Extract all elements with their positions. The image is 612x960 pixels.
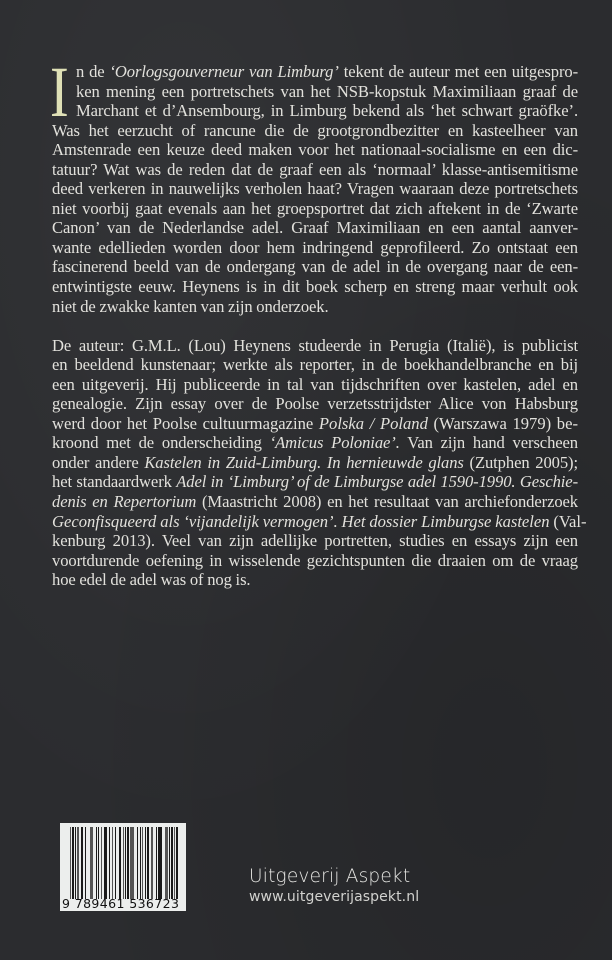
text-line: een uitgeverij. Hij publiceerde in tal van tijdschriften over kastelen, adel en [52,374,578,394]
text-line: ken mening een portretschets van het NSB-kopstuk Maximiliaan graaf de [76,81,578,101]
italic-title: ‘Oorlogsgouverneur van Limburg’ [109,62,339,81]
text-line: entwintigste eeuw. Heynens is in dit boek scherp en streng maar verhult ook [52,277,578,297]
text-line: werd door het Poolse cultuurmagazine Polska / Poland (Warszawa 1979) be- [52,413,578,433]
text-line: niet voorbij gaat evenals aan het groepsportret dat zich aftekent in de ‘Zwarte [52,198,578,218]
italic-title: Geconfisqueerd als ‘vijandelijk vermogen’. Het dossier Limburgse kastelen [52,511,550,531]
text-line: wante edellieden worden door hem indringend geprofileerd. Zo ontstaat een [52,237,578,257]
text-line: tatuur? Wat was de reden dat de graaf een als ‘normaal’ klasse-antisemitisme [52,159,578,179]
author-bio-lines [52,335,587,590]
isbn-barcode [60,823,186,911]
text-line: onder andere Kastelen in Zuid-Limburg. In hernieuwde glans (Zutphen 2005); [52,452,578,472]
italic-title: ‘Amicus Poloniae’. [269,433,400,453]
back-cover-text [50,52,587,590]
author-bio-paragraph [52,335,587,590]
blurb-lines [50,52,578,316]
italic-title: Adel in ‘Limburg’ of de Limburgse adel 1590-1990. Geschie- [176,472,578,492]
text-line: Was het eerzucht of rancune die de grootgrondbezitter en kasteelheer van [52,120,578,140]
italic-title: Polska / Poland [318,413,428,433]
text-line: kenburg 2013). Veel van zijn adellijke portretten, studies en essays zijn een [52,531,578,551]
text-line: voortdurende oefening in wisselende gezichtspunten die draaien om de vraag [52,550,578,570]
text-line: Amstenrade een keuze deed maken voor het nationaal-socialisme en een dic- [52,140,578,160]
italic-title: denis en Repertorium [52,491,197,511]
text-line: niet de zwakke kanten van zijn onderzoek. [52,296,329,316]
text-line: Marchant et d’Ansembourg, in Limburg bekend als ‘het schwart graöfke’. [76,101,578,121]
text-line: het standaardwerk Adel in ‘Limburg’ of de Limburgse adel 1590-1990. Geschie- [52,472,578,492]
blurb-paragraph [50,52,578,316]
barcode-bars [70,827,178,899]
publisher-block [249,866,419,906]
text-line: n de ‘Oorlogsgouverneur van Limburg’ tekent de auteur met een uitgespro- [76,62,578,81]
text-line: deed verkeren in nauwelijks verholen haat? Vragen waaraan deze portretschets [52,179,578,199]
text-line: hoe edel de adel was of nog is. [52,570,251,590]
text-line: genealogie. Zijn essay over de Poolse verzetsstrijdster Alice von Habsburg [52,394,578,414]
drop-cap: I [50,52,69,132]
text-line: denis en Repertorium (Maastricht 2008) en het resultaat van archiefonderzoek [52,491,578,511]
italic-title: Kastelen in Zuid-Limburg. In hernieuwde glans [144,452,464,472]
text-line: kroond met de onderscheiding ‘Amicus Poloniae’. Van zijn hand verscheen [52,433,578,453]
publisher-name: Uitgeverij Aspekt [249,866,411,887]
text-line: De auteur: G.M.L. (Lou) Heynens studeerde in Perugia (Italië), is publicist [52,335,578,355]
text-line: Canon’ van de Nederlandse adel. Graaf Maximiliaan en een aantal aanver- [52,218,578,238]
publisher-url[interactable]: www.uitgeverijaspekt.nl [249,889,420,905]
text-line: fascinerend beeld van de ondergang van de adel in de overgang naar de een- [52,257,578,277]
text-line: en beeldend kunstenaar; werkte als reporter, in de boekhandelbranche en bij [52,355,578,375]
barcode-bar [176,827,177,899]
barcode-digits: 9 789461 536723 [62,896,180,911]
text-line: Geconfisqueerd als ‘vijandelijk vermogen’. Het dossier Limburgse kastelen (Val- [52,511,587,531]
